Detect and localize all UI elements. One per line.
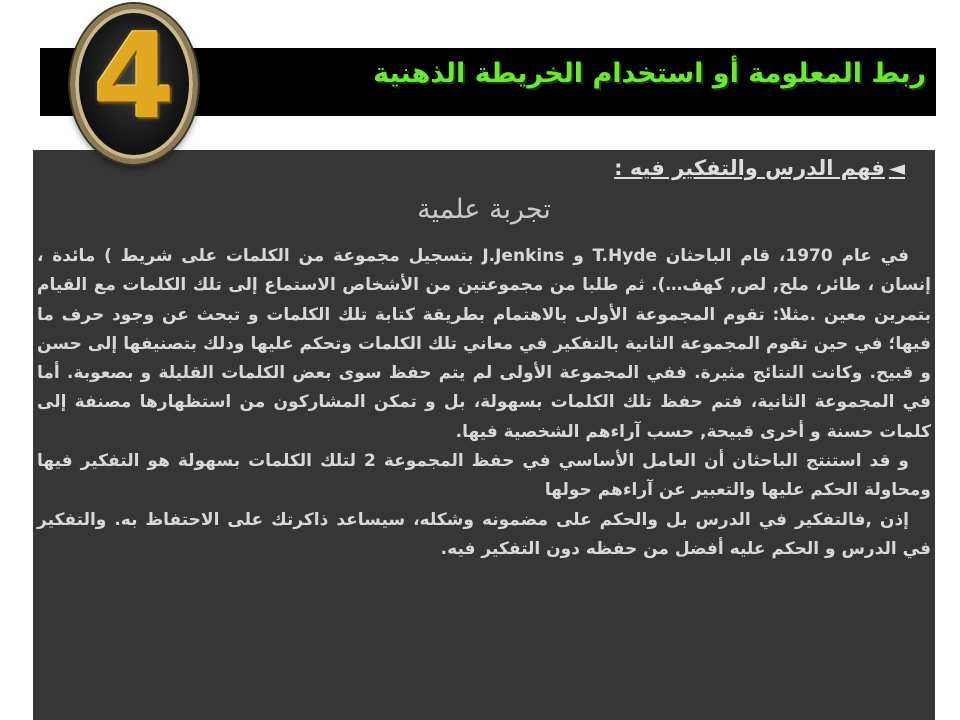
paragraph: و قد استنتج الباحثان أن العامل الأساسي في حفظ المجموعة 2 لتلك الكلمات بسهولة هو التفكير فيها ومحاولة الحكم عليها والتعبير عن آراءهم حولها — [37, 451, 931, 501]
article-title: تجربة علمية — [417, 194, 551, 225]
section-heading-text: فهم الدرس والتفكير فيه : — [614, 156, 885, 180]
section-heading — [614, 156, 905, 180]
number-badge — [70, 4, 198, 164]
paragraph: في عام 1970، قام الباحثان T.Hyde و J.Jenkins بتسجيل مجموعة من الكلمات على شريط ) مائدة ، إنسان ، طائر، ملح, لص, كهف…). ثم طلبا من مجموعتين من الأشخاص الاستماع إلى تلك الكلمات مع القيام بتمرين معين .مثلا: تقوم المجموعة الأولى بالاهتمام بطريقة كتابة تلك الكلمات و تبحث عن وجود حرف ما فيها؛ في حين تقوم المجموعة الثانية بالتفكير في معاني تلك الكلمات وتحكم عليها ودلك بتصنيفها إلى حسن و قبيح. وكانت النتائج مثيرة. ففي المجموعة الأولى لم يتم حفظ سوى بعض الكلمات القليلة و بصعوبة. أما في المجموعة الثانية، فتم حفظ تلك الكلمات بسهولة، بل و تمكن المشاركون من استظهارها مصنفة إلى كلمات حسنة و أخرى قبيحة, حسب آراءهم الشخصية فيها. — [37, 246, 931, 442]
badge-number: 4 — [92, 7, 176, 145]
header-title: ربط المعلومة أو استخدام الخريطة الذهنية — [373, 58, 926, 89]
paragraph: إذن ,فالتفكير في الدرس بل والحكم على مضمونه وشكله، سيساعد ذاكرتك على الاحتفاظ به. والتفكير في الدرس و الحكم عليه أفضل من حفظه دون التفكير فيه. — [37, 509, 931, 559]
arrow-icon: ◄ — [888, 156, 905, 180]
content-panel — [33, 150, 935, 720]
article-body — [37, 242, 931, 564]
